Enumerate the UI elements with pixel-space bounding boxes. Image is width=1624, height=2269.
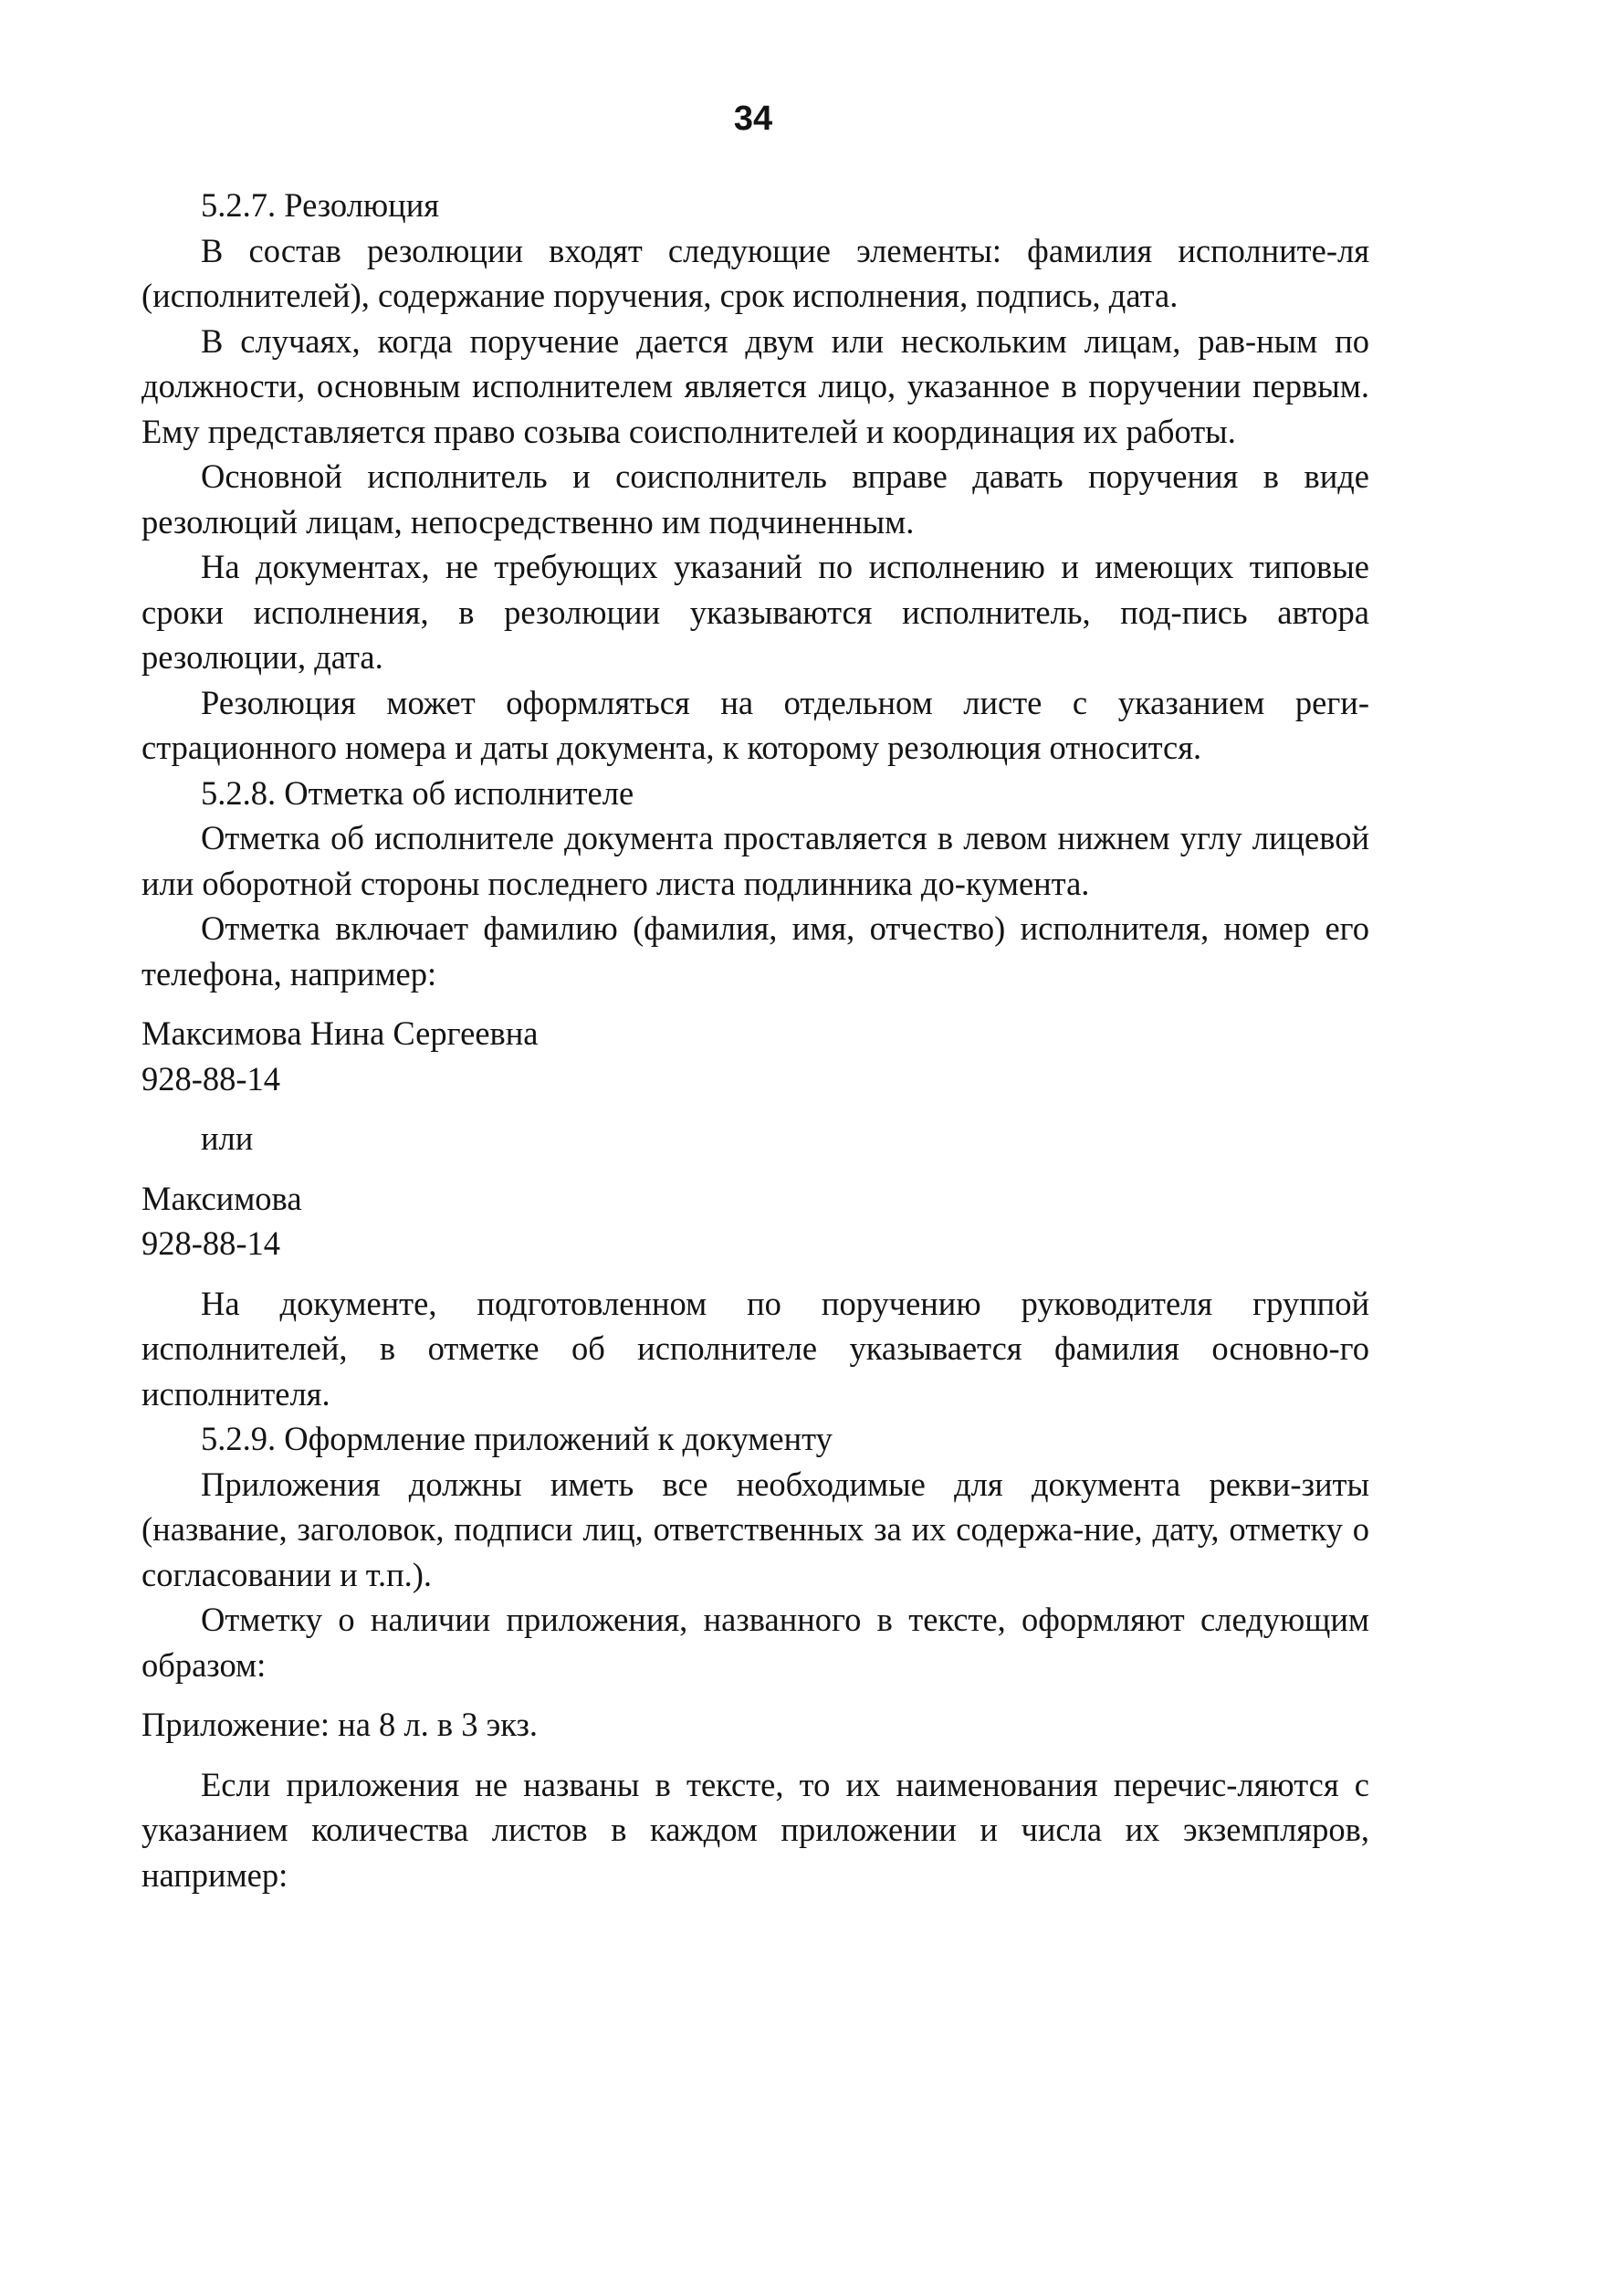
- section-title-resolution: 5.2.7. Резолюция: [201, 186, 440, 224]
- paragraph: Отметка об исполнителе документа проставляется в левом нижнем углу лицевой или оборотной стороны последнего листа подлинника до-кумента.: [141, 819, 1369, 902]
- page-body: [141, 183, 1369, 1897]
- paragraph: Резолюция может оформляться на отдельном листе с указанием реги-страционного номера и даты документа, к которому резолюция относится.: [141, 683, 1369, 766]
- paragraph: На документах, не требующих указаний по исполнению и имеющих типовые сроки исполнения, в резолюции указываются исполнитель, под-пись автора резолюции, дата.: [141, 548, 1369, 676]
- paragraph: Основной исполнитель и соисполнитель вправе давать поручения в виде резолюций лицам, непосредственно им подчиненным.: [141, 457, 1369, 541]
- paragraph: Если приложения не названы в тексте, то их наименования перечис-ляются с указанием количества листов в каждом приложении и числа их экземпляров, например:: [141, 1765, 1369, 1894]
- example-executor-full-name: Максимова Нина Сергеевна 928-88-14: [141, 1014, 539, 1098]
- paragraph: Отметка включает фамилию (фамилия, имя, отчество) исполнителя, номер его телефона, например:: [141, 909, 1369, 993]
- paragraph: В случаях, когда поручение дается двум или нескольким лицам, рав-ным по должности, основным исполнителем является лицо, указанное в поручении первым. Ему представляется право созыва соисполнителей и координация их работы.: [141, 321, 1369, 450]
- paragraph: Приложения должны иметь все необходимые для документа рекви-зиты (название, заголовок, подписи лиц, ответственных за их содержа-ние, дату, отметку о согласовании и т.п.).: [141, 1465, 1369, 1593]
- section-title-executor-mark: 5.2.8. Отметка об исполнителе: [201, 773, 634, 812]
- paragraph: Отметку о наличии приложения, названного в тексте, оформляют следующим образом:: [141, 1601, 1369, 1684]
- example-attachment-mark: Приложение: на 8 л. в 3 экз.: [141, 1706, 539, 1743]
- paragraph: На документе, подготовленном по поручению руководителя группой исполнителей, в отметке об исполнителе указывается фамилия основно-го исполнителя.: [141, 1284, 1369, 1413]
- page-number: 34: [733, 100, 773, 138]
- example-or-label: или: [201, 1119, 254, 1157]
- section-title-attachments: 5.2.9. Оформление приложений к документу: [201, 1420, 833, 1457]
- paragraph: В состав резолюции входят следующие элементы: фамилия исполните-ля (исполнителей), содержание поручения, срок исполнения, подпись, дата.: [141, 231, 1369, 314]
- example-executor-surname: Максимова 928-88-14: [141, 1179, 302, 1262]
